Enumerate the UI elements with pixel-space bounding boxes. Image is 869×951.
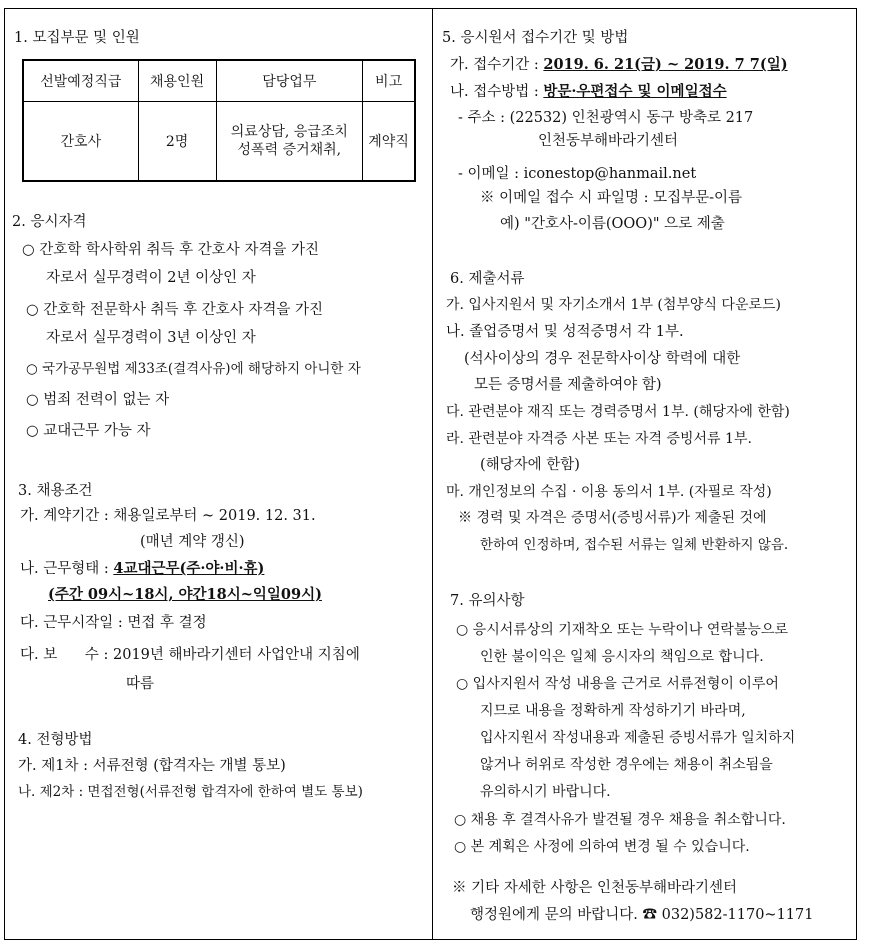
list-item: 가. 입사지원서 및 자기소개서 1부 (첨부양식 다운로드)	[446, 297, 781, 313]
list-item: 입사지원서 작성내용과 제출된 증빙서류가 일치하지	[480, 730, 796, 746]
section-7-title: 7. 유의사항	[450, 593, 525, 609]
list-item: 지므로 내용을 정확하게 작성하기기 바라며,	[480, 703, 746, 719]
address: - 주소 : (22532) 인천광역시 동구 방축로 217	[458, 110, 754, 126]
list-item: (해당자에 한함)	[480, 457, 580, 473]
table-cell: 간호사	[23, 102, 138, 182]
table-header: 채용인원	[138, 60, 216, 102]
section-5-title: 5. 응시원서 접수기간 및 방법	[442, 30, 629, 46]
table-header: 선발예정직급	[23, 60, 138, 102]
table-cell: 의료상담, 응급조치 성폭력 증거채취,	[216, 102, 363, 182]
application-method-value: 방문·우편접수 및 이메일접수	[543, 83, 727, 100]
list-item: 유의하시기 바랍니다.	[480, 784, 611, 800]
list-item: 라. 관련분야 자격증 사본 또는 자격 증빙서류 1부.	[446, 431, 752, 447]
list-item: 않거나 허위로 작성한 경우에는 채용이 취소됨을	[480, 757, 773, 773]
table-header: 담당업무	[216, 60, 363, 102]
screening-step-2: 나. 제2차 : 면접전형(서류전형 합격자에 한하여 별도 통보)	[18, 784, 363, 800]
salary: 다. 보 수 : 2019년 해바라기센터 사업안내 지침에	[20, 647, 360, 663]
list-item: 다. 관련분야 재직 또는 경력증명서 1부. (해당자에 한함)	[446, 404, 790, 420]
application-method-label: 나. 접수방법 :	[450, 84, 544, 100]
table-cell: 계약직	[363, 102, 415, 182]
list-item: 모든 증명서를 제출하여야 함)	[474, 377, 662, 393]
section-6-title: 6. 제출서류	[450, 271, 525, 287]
list-item: 인한 불이익은 일체 응시자의 책임으로 합니다.	[480, 649, 764, 665]
column-divider	[432, 8, 433, 940]
list-item: 자로서 실무경력이 3년 이상인 자	[46, 330, 256, 346]
section-1-title: 1. 모집부문 및 인원	[14, 30, 140, 46]
work-hours: (주간 09시~18시, 야간18시~익일09시)	[48, 586, 322, 603]
list-item: ○ 국가공무원법 제33조(결격사유)에 해당하지 아니한 자	[26, 361, 361, 377]
table-header: 비고	[363, 60, 415, 102]
email: - 이메일 : iconestop@hanmail.net	[458, 166, 697, 182]
screening-step-1: 가. 제1차 : 서류전형 (합격자는 개별 통보)	[18, 758, 286, 774]
salary-cont: 따름	[126, 676, 155, 692]
list-item: ○ 교대근무 가능 자	[26, 423, 151, 439]
list-item: ○ 본 계획은 사정에 의하여 변경 될 수 있습니다.	[454, 839, 750, 855]
list-item: ○ 입사지원서 작성 내용을 근거로 서류전형이 이루어	[456, 676, 779, 692]
recruitment-table	[22, 59, 416, 182]
contract-period: 가. 계약기간 : 채용일로부터 ~ 2019. 12. 31.	[20, 508, 316, 524]
list-item: ○ 응시서류상의 기재착오 또는 누락이나 연락불능으로	[456, 622, 788, 638]
footer-note: ※ 기타 자세한 사항은 인천동부해바라기센터	[452, 880, 738, 896]
work-type-value: 4교대근무(주·야·비·휴)	[113, 560, 265, 577]
list-item: ○ 간호학 학사학위 취득 후 간호사 자격을 가진	[22, 242, 320, 258]
work-type	[20, 559, 264, 579]
section-4-title: 4. 전형방법	[18, 732, 93, 748]
footer-contact: 행정원에게 문의 바랍니다. ☎ 032)582-1170~1171	[470, 907, 814, 923]
email-note-example: 예) "간호사-이름(OOO)" 으로 제출	[500, 216, 725, 232]
list-item: (석사이상의 경우 전문학사이상 학력에 대한	[464, 351, 741, 367]
work-type-label: 나. 근무형태 :	[20, 561, 114, 577]
start-date: 다. 근무시작일 : 면접 후 결정	[20, 615, 207, 631]
list-item: ○ 범죄 전력이 없는 자	[26, 392, 170, 408]
application-period	[450, 55, 788, 75]
list-item: 마. 개인정보의 수집 · 이용 동의서 1부. (자필로 작성)	[446, 484, 772, 500]
application-method	[450, 82, 727, 102]
list-item: ※ 경력 및 자격은 증명서(증빙서류)가 제출된 것에	[458, 510, 767, 526]
contract-renewal: (매년 계약 갱신)	[140, 534, 245, 550]
table-cell: 2명	[138, 102, 216, 182]
section-3-title: 3. 채용조건	[18, 483, 93, 499]
list-item: 자로서 실무경력이 2년 이상인 자	[46, 270, 256, 286]
email-note: ※ 이메일 접수 시 파일명 : 모집부문-이름	[480, 190, 743, 206]
list-item: 나. 졸업증명서 및 성적증명서 각 1부.	[446, 324, 684, 340]
list-item: ○ 채용 후 결격사유가 발견될 경우 채용을 취소합니다.	[454, 812, 786, 828]
application-period-value: 2019. 6. 21(금) ~ 2019. 7 7(일)	[543, 56, 788, 73]
section-2-title: 2. 응시자격	[12, 214, 87, 230]
list-item: ○ 간호학 전문학사 취득 후 간호사 자격을 가진	[26, 302, 324, 318]
application-period-label: 가. 접수기간 :	[450, 57, 544, 73]
address-cont: 인천동부해바라기센터	[538, 133, 679, 149]
list-item: 한하여 인정하며, 접수된 서류는 일체 반환하지 않음.	[480, 537, 789, 553]
